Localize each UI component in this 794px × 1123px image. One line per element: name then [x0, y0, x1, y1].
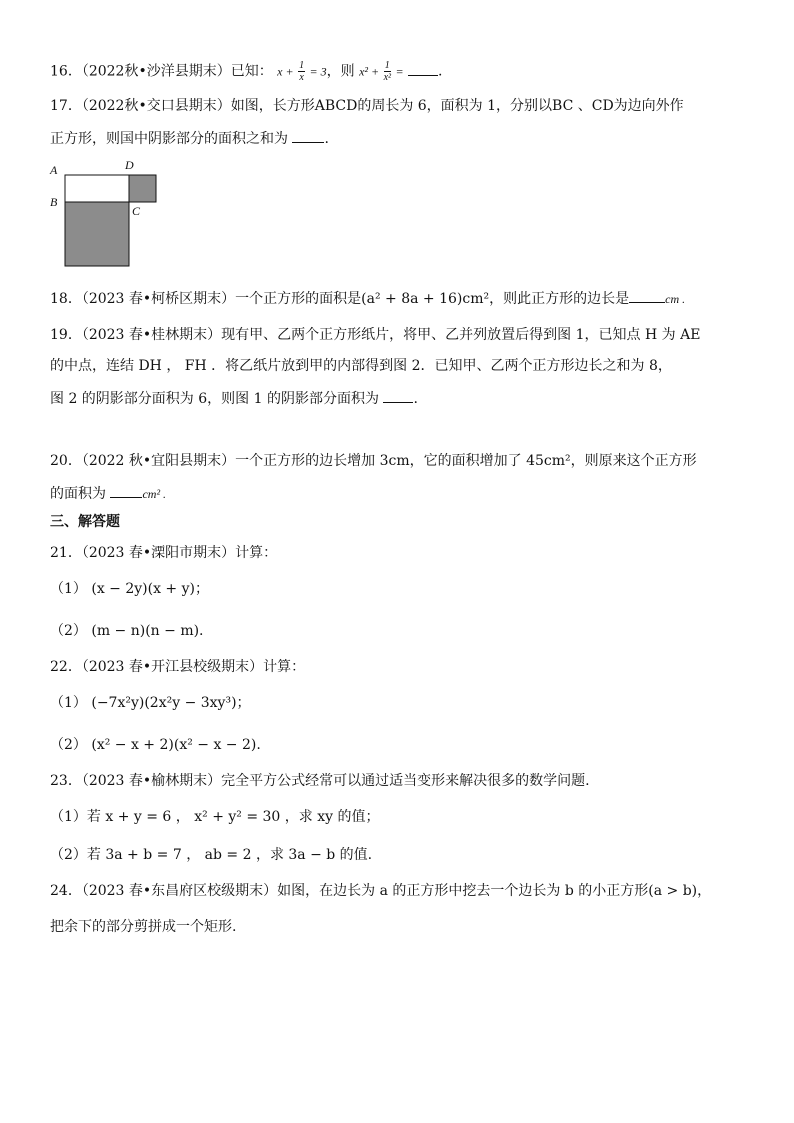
label-b: B — [50, 195, 58, 209]
q17-answer-blank[interactable] — [292, 128, 324, 143]
q24-text-line1: 如图，在边长为 a 的正方形中挖去一个边长为 b 的小正方形(a > b)， — [277, 883, 712, 899]
q16-expr2-rhs: = — [395, 64, 404, 79]
shaded-square-bc — [65, 202, 129, 266]
q16-number: 16． — [50, 63, 82, 80]
q24-source: （2023 春•东昌府区校级期末） — [81, 883, 278, 899]
q20-answer-blank[interactable] — [110, 483, 142, 498]
q19-text-line2: 的中点，连结 DH ， FH ．将乙纸片放到甲的内部得到图 2．已知甲、乙两个正方形边长之和为 8， — [50, 358, 672, 374]
q18-unit: cm . — [665, 292, 686, 306]
q23-part1: （1）若 x + y = 6 ， x² + y² = 30 ，求 xy 的值； — [50, 809, 380, 825]
question-20-line1 — [50, 452, 697, 470]
q23-text: 完全平方公式经常可以通过适当变形来解决很多的数学问题. — [221, 773, 590, 789]
question-21 — [50, 544, 277, 562]
shaded-square-cd — [129, 175, 156, 202]
q20-unit: cm² . — [142, 487, 167, 501]
q16-expr1-rhs: = 3 — [309, 64, 327, 79]
rectangle-abcd — [65, 175, 129, 202]
q20-text-line2: 的面积为 — [50, 486, 106, 502]
q19-answer-blank[interactable] — [383, 388, 413, 403]
q19-number: 19． — [50, 327, 82, 343]
question-24-line2: 把余下的部分剪拼成一个矩形. — [50, 919, 237, 935]
q16-source: （2022秋•沙洋县期末） — [81, 63, 231, 80]
q24-number: 24． — [50, 883, 82, 899]
q22-text: 计算： — [263, 659, 306, 675]
q17-source: （2022秋•交口县期末） — [81, 98, 231, 114]
q21-text: 计算： — [235, 545, 278, 561]
question-16 — [50, 60, 442, 83]
q19-end: . — [413, 391, 418, 407]
question-20-line2 — [50, 483, 166, 503]
q16-expr2-fraction: $\frac{1}{\text{x²}}$ — [383, 60, 391, 83]
section-heading-solutions: 三、解答题 — [50, 514, 120, 530]
label-d: D — [125, 158, 134, 172]
question-19-line1 — [50, 326, 700, 344]
q20-number: 20． — [50, 453, 82, 469]
q23-number: 23． — [50, 773, 82, 789]
q18-source: （2023 春•柯桥区期末） — [81, 291, 236, 307]
q18-text: 一个正方形的面积是(a² + 8a + 16)cm²，则此正方形的边长是 — [235, 291, 630, 307]
q22-number: 22． — [50, 659, 82, 675]
q17-figure — [45, 155, 165, 270]
q20-text-line1: 一个正方形的边长增加 3cm，它的面积增加了 45cm²，则原来这个正方形 — [235, 453, 697, 469]
question-24-line1 — [50, 882, 711, 900]
q16-expr2-lhs: x² + — [359, 64, 380, 79]
q16-text: 已知： — [230, 63, 273, 80]
q18-answer-blank[interactable] — [629, 288, 665, 303]
q16-end: . — [438, 63, 443, 80]
q19-text-line1: 现有甲、乙两个正方形纸片，将甲、乙并列放置后得到图 1，已知点 H 为 AE — [221, 327, 701, 343]
q17-text-line1: 如图，长方形ABCD的周长为 6，面积为 1，分别以BC 、CD为边向外作 — [230, 98, 684, 114]
q16-text-b: ，则 — [326, 63, 355, 80]
q21-source: （2023 春•溧阳市期末） — [81, 545, 236, 561]
q17-number: 17． — [50, 98, 82, 114]
question-19-line3 — [50, 388, 418, 408]
question-23 — [50, 772, 590, 790]
q19-source: （2023 春•桂林期末） — [81, 327, 222, 343]
q21-number: 21． — [50, 545, 82, 561]
label-c: C — [132, 204, 141, 218]
q17-text-line2: 正方形，则国中阴影部分的面积之和为 — [50, 131, 288, 147]
q23-source: （2023 春•榆林期末） — [81, 773, 222, 789]
q22-part2: （2） (x² − x + 2)(x² − x − 2). — [50, 737, 261, 753]
question-19-line2 — [50, 357, 672, 375]
q21-part2: （2） (m − n)(n − m). — [50, 623, 204, 639]
question-17-line2 — [50, 128, 329, 148]
q17-end: . — [324, 131, 329, 147]
q16-expr1-lhs: x + — [277, 64, 294, 79]
q22-part1: （1） (−7x²y)(2x²y − 3xy³)； — [50, 695, 251, 711]
question-17-line1 — [50, 97, 684, 115]
q18-number: 18． — [50, 291, 82, 307]
q22-source: （2023 春•开江县校级期末） — [81, 659, 264, 675]
question-22 — [50, 658, 305, 676]
q20-source: （2022 秋•宜阳县期末） — [81, 453, 236, 469]
q23-part2: （2）若 3a + b = 7 ， ab = 2 ，求 3a − b 的值. — [50, 847, 373, 863]
q16-expr1-fraction: $\frac{1}{x}$ — [299, 60, 305, 83]
label-a: A — [50, 163, 58, 177]
q19-text-line3: 图 2 的阴影部分面积为 6，则图 1 的阴影部分面积为 — [50, 391, 379, 407]
q16-answer-blank[interactable] — [408, 61, 438, 76]
question-18 — [50, 288, 685, 308]
rectangle-squares-diagram — [45, 155, 165, 270]
q21-part1: （1） (x − 2y)(x + y)； — [50, 581, 209, 597]
